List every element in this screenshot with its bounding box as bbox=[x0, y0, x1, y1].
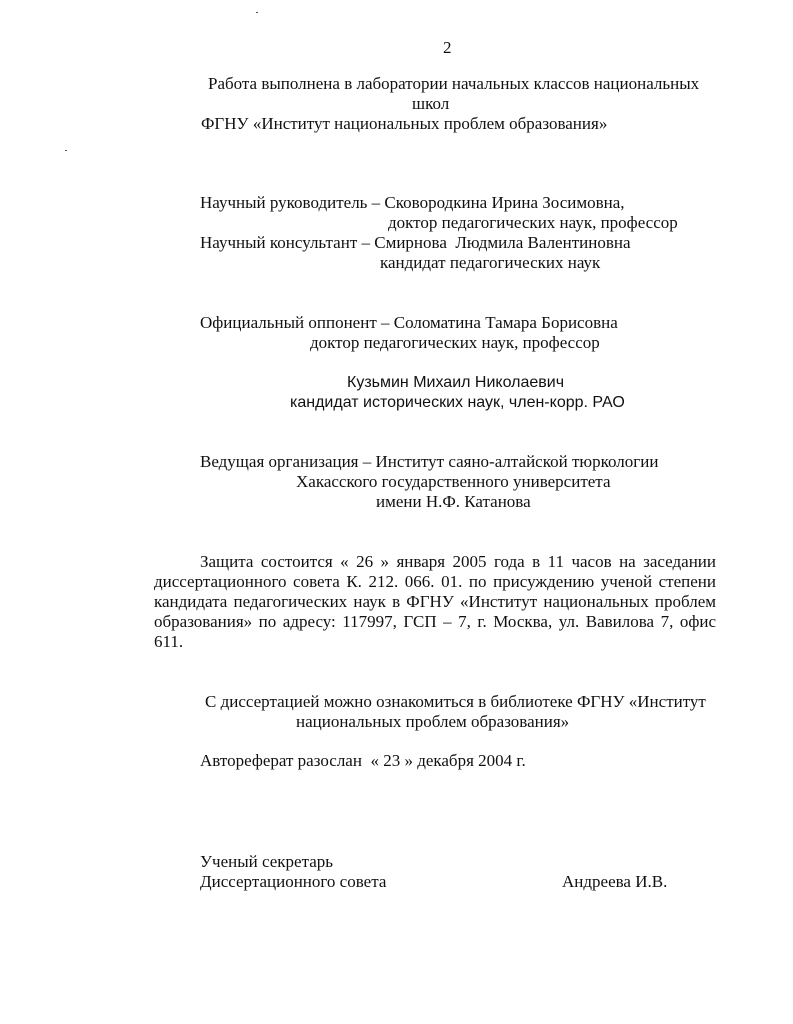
defense-line-2: диссертационного совета К. 212. 066. 01. по присуждению ученой степени bbox=[154, 572, 716, 591]
scientific-supervisor: Научный руководитель – Сковородкина Ирина Зосимовна, bbox=[200, 193, 625, 212]
secretary-title-line-1: Ученый секретарь bbox=[200, 852, 334, 871]
page-number: 2 bbox=[443, 38, 452, 57]
scientific-consultant: Научный консультант – Смирнова Людмила Валентиновна bbox=[200, 233, 631, 252]
abstract-sent-date: Автореферат разослан « 23 » декабря 2004 г. bbox=[200, 751, 526, 770]
scan-speck bbox=[256, 12, 258, 13]
scan-speck bbox=[65, 150, 67, 151]
secretary-title-line-2: Диссертационного совета bbox=[200, 872, 387, 891]
library-line-2: национальных проблем образования» bbox=[296, 712, 570, 731]
defense-paragraph bbox=[154, 552, 716, 652]
defense-line-4: образования» по адресу: 117997, ГСП – 7, г. Москва, ул. Вавилова 7, офис bbox=[154, 612, 716, 631]
defense-line-1: Защита состоится « 26 » января 2005 года в 11 часов на заседании bbox=[200, 552, 716, 571]
defense-line-3: кандидата педагогических наук в ФГНУ «Институт национальных проблем bbox=[154, 592, 716, 611]
leading-org-line-3: имени Н.Ф. Катанова bbox=[376, 492, 531, 511]
secretary-name: Андреева И.В. bbox=[562, 872, 668, 891]
leading-org-line-2: Хакасского государственного университета bbox=[296, 472, 611, 491]
defense-line-5: 611. bbox=[154, 632, 184, 651]
library-line-1: С диссертацией можно ознакомиться в библиотеке ФГНУ «Институт bbox=[205, 692, 706, 711]
header-line-3: ФГНУ «Институт национальных проблем образования» bbox=[201, 114, 608, 133]
scientific-supervisor-degree: доктор педагогических наук, профессор bbox=[388, 213, 678, 232]
leading-org-line-1: Ведущая организация – Институт саяно-алтайской тюркологии bbox=[200, 452, 659, 471]
header-line-2: школ bbox=[412, 94, 450, 113]
official-opponent: Официальный оппонент – Соломатина Тамара Борисовна bbox=[200, 313, 618, 332]
second-opponent: Кузьмин Михаил Николаевич bbox=[347, 374, 565, 391]
second-opponent-degree: кандидат исторических наук, член-корр. РАО bbox=[290, 394, 625, 411]
header-line-1: Работа выполнена в лаборатории начальных классов национальных bbox=[208, 74, 700, 93]
scientific-consultant-degree: кандидат педагогических наук bbox=[380, 253, 601, 272]
official-opponent-degree: доктор педагогических наук, профессор bbox=[310, 333, 600, 352]
